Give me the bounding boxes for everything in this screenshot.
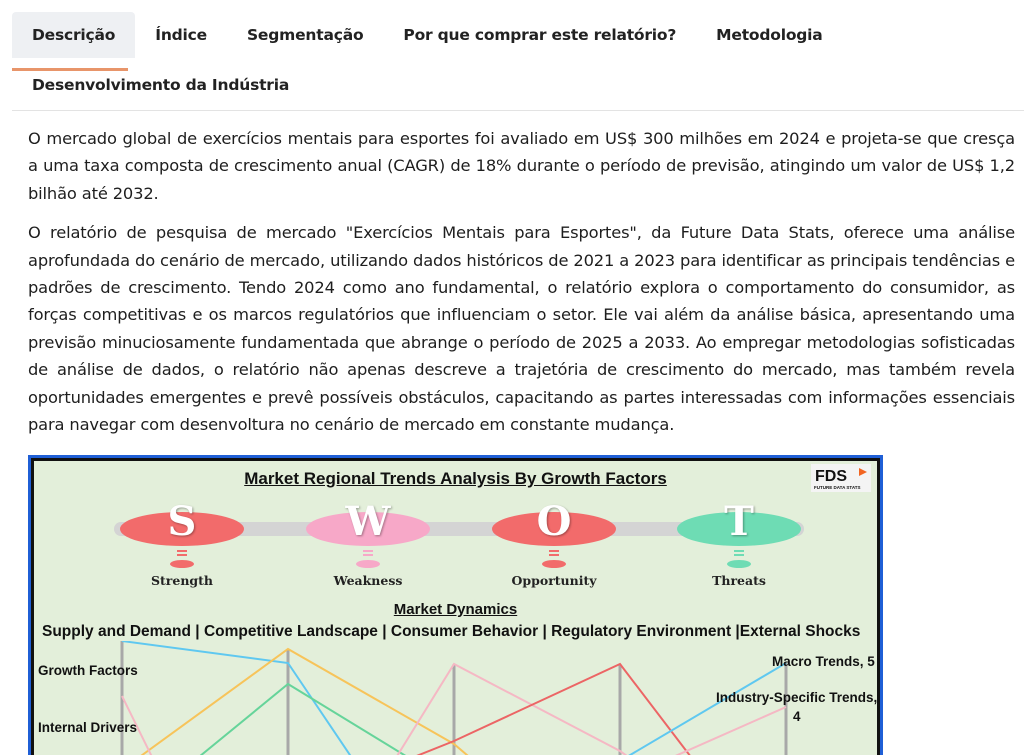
tab-label: Segmentação bbox=[246, 26, 364, 44]
strength-label: Strength bbox=[150, 573, 214, 588]
y-label-internal-drivers: Internal Drivers bbox=[38, 720, 138, 735]
opportunity-stem bbox=[549, 554, 559, 556]
strength-stem bbox=[177, 550, 187, 552]
report-tabs bbox=[12, 0, 1024, 111]
market-summary-paragraph: O mercado global de exercícios mentais para esportes foi avaliado em US$ 300 milhões em 2024 e projeta-se que cresça a uma taxa composta de crescimento anual (CAGR) de 18% durante o período de previsão, atingindo um valor de US$ 1,2 bilhão até 2032. bbox=[28, 129, 1015, 203]
svg-text:FDS: FDS bbox=[815, 468, 847, 485]
tab-row-primary bbox=[12, 12, 843, 58]
swot-diagram bbox=[114, 498, 804, 588]
annotation-macro-trends: Macro Trends, 5 bbox=[772, 654, 875, 669]
active-tab-indicator bbox=[12, 68, 128, 71]
threats-label: Threats bbox=[712, 573, 766, 588]
strength-icon bbox=[170, 560, 194, 568]
strength-letter: S bbox=[167, 498, 197, 545]
tab-label: Por que comprar este relatório? bbox=[403, 26, 677, 44]
svg-text:FUTURE DATA STATS: FUTURE DATA STATS bbox=[814, 485, 861, 490]
weakness-icon bbox=[356, 560, 380, 568]
opportunity-icon bbox=[542, 560, 566, 568]
market-dynamics-title: Market Dynamics bbox=[393, 601, 518, 618]
infographic-canvas bbox=[31, 458, 880, 755]
weakness-label: Weakness bbox=[333, 573, 403, 588]
tab-segmentacao[interactable] bbox=[227, 12, 383, 58]
infographic-title: Market Regional Trends Analysis By Growth Factors bbox=[244, 469, 667, 488]
tab-descricao[interactable] bbox=[12, 12, 135, 58]
parallel-lines-chart bbox=[34, 641, 880, 755]
strength-stem bbox=[177, 554, 187, 556]
tab-label: Desenvolvimento da Indústria bbox=[32, 76, 290, 94]
threats-letter: T bbox=[724, 498, 754, 545]
tab-desenvolvimento-industria[interactable] bbox=[32, 76, 289, 94]
tab-indice[interactable] bbox=[135, 12, 227, 58]
tab-label: Índice bbox=[155, 26, 207, 44]
y-label-growth-factors: Growth Factors bbox=[38, 663, 138, 678]
threats-stem bbox=[734, 550, 744, 552]
market-trends-infographic bbox=[28, 455, 883, 755]
tab-metodologia[interactable] bbox=[696, 12, 842, 58]
annotation-industry-specific-trends: Industry-Specific Trends, bbox=[716, 690, 878, 705]
report-overview-paragraph: O relatório de pesquisa de mercado "Exercícios Mentais para Esportes", da Future Data Stats, oferece uma análise aprofundada do cenário de mercado, utilizando dados históricos de 2021 a 2023 para identificar as principais tendências e padrões de crescimento. Tendo 2024 como ano fundamental, o relatório explora o comportamento do consumidor, as forças competitivas e os marcos regulatórios que influenciam o setor. Ele vai além da análise básica, apresentando uma previsão minuciosamente fundamentada que abrange o período de 2025 a 2033. Ao empregar metodologias sofisticadas de análise de dados, o relatório não apenas descreve a trajetória de crescimento do mercado, mas também revela oportunidades emergentes e prevê possíveis obstáculos, capacitando as partes interessadas com informações essenciais para navegar com desenvoltura no cenário de mercado em constante mudança. bbox=[28, 223, 1015, 435]
opportunity-stem bbox=[549, 550, 559, 552]
threats-icon bbox=[727, 560, 751, 568]
tab-label: Metodologia bbox=[716, 26, 823, 44]
opportunity-letter: O bbox=[536, 498, 572, 545]
weakness-stem bbox=[363, 554, 373, 556]
tab-label: Descrição bbox=[32, 26, 116, 44]
fds-logo bbox=[811, 464, 871, 492]
description-content bbox=[28, 125, 1015, 450]
threats-stem bbox=[734, 554, 744, 556]
market-dynamics-categories: Supply and Demand | Competitive Landscape | Consumer Behavior | Regulatory Environment |External Shocks bbox=[42, 623, 861, 640]
tab-por-que-comprar[interactable] bbox=[383, 12, 696, 58]
weakness-stem bbox=[363, 550, 373, 552]
weakness-letter: W bbox=[345, 498, 391, 545]
annotation-industry-specific-value: 4 bbox=[793, 709, 801, 724]
opportunity-label: Opportunity bbox=[511, 573, 597, 588]
